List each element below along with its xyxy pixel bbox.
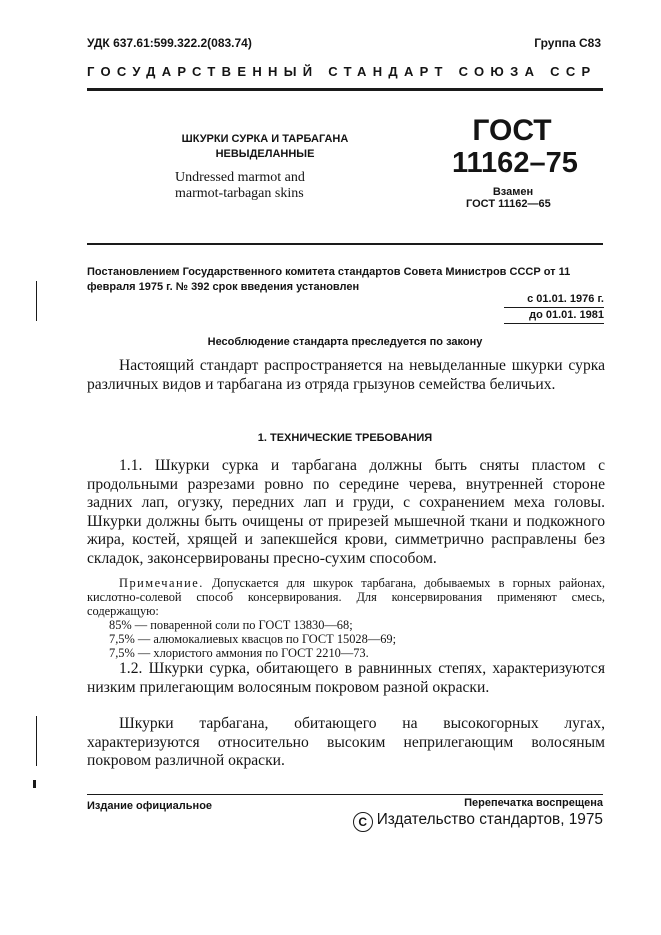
scan-margin-mark (36, 281, 37, 321)
legal-warning: Несоблюдение стандарта преследуется по закону (207, 336, 483, 348)
effective-to-date: до 01.01. 1981 (529, 309, 604, 321)
clause-1-1: 1.1. Шкурки сурка и тарбагана должны быть сняты пластом с продольными разрезами ровно по середине черева, внутренней стороне задних лап, огузку, передних лап и груди, с сохранением меха головы. Шкурки должны быть очищены от прирезей мышечной ткани и подкожного жира, костей, хрящей и запекшейся крови, симметрично расправлены без складок, законсервированы пресно-сухим способом. (87, 457, 605, 567)
scan-margin-mark (36, 716, 37, 766)
effective-to-rule (504, 323, 604, 324)
replaces-label: Взамен (492, 186, 534, 198)
title-english-line-1: Undressed marmot and (175, 170, 305, 185)
state-standard-header: ГОСУДАРСТВЕННЫЙ СТАНДАРТ СОЮЗА ССР (87, 64, 597, 79)
note-label: Примечание. (119, 576, 204, 590)
mixture-item: 7,5% — алюмокалиевых квасцов по ГОСТ 15028—69; (109, 632, 397, 646)
clause-1-2: 1.2. Шкурки сурка, обитающего в равнинных степях, характеризуются низким прилегающим волосяным покровом разной окраски. (87, 660, 605, 696)
official-edition: Издание официальное (87, 800, 213, 812)
document-title-english (175, 170, 305, 202)
note-paragraph (87, 576, 605, 619)
gost-label: ГОСТ (472, 114, 552, 147)
decree-text: Постановлением Государственного комитета стандартов Совета Министров СССР от 11 февраля 1975 г. № 392 срок введения установлен (87, 266, 571, 293)
intro-paragraph: Настоящий стандарт распространяется на невыделанные шкурки сурка различных видов и тарбагана из отряда грызунов семейства беличьих. (87, 357, 605, 393)
scan-margin-mark (33, 780, 36, 788)
title-rule (87, 243, 603, 245)
mixture-item: 7,5% — хлористого аммония по ГОСТ 2210—73. (109, 646, 369, 660)
header-rule (87, 88, 603, 91)
footer-rule (87, 794, 603, 795)
copyright-text: Издательство стандартов, 1975 (376, 811, 603, 828)
replaces-standard: ГОСТ 11162—65 (466, 198, 551, 210)
title-english-line-2: marmot-tarbagan skins (175, 186, 304, 201)
group-code: Группа С83 (534, 36, 601, 50)
effective-from-date: с 01.01. 1976 г. (527, 293, 604, 305)
udk-code: УДК 637.61:599.322.2(083.74) (87, 36, 252, 50)
copyright-icon: C (353, 812, 373, 832)
gost-number: 11162–75 (452, 147, 578, 179)
tarbagan-paragraph: Шкурки тарбагана, обитающего на высокогорных лугах, характеризуются относительно высоким неприлегающим волосяным покровом различной окраски. (87, 715, 605, 770)
effective-from-rule (504, 307, 604, 308)
document-title: ШКУРКИ СУРКА И ТАРБАГАНА НЕВЫДЕЛАННЫЕ (181, 133, 349, 160)
section-heading: 1. ТЕХНИЧЕСКИЕ ТРЕБОВАНИЯ (257, 432, 433, 444)
note-text: Допускается для шкурок тарбагана, добываемых в горных районах, кислотно-солевой способ консервирования. Для консервирования применяют смесь, содержащую: (87, 576, 605, 619)
mixture-item: 85% — поваренной соли по ГОСТ 13830—68; (109, 618, 353, 632)
copyright-line (353, 811, 603, 832)
reprint-prohibited: Перепечатка воспрещена (464, 797, 603, 809)
